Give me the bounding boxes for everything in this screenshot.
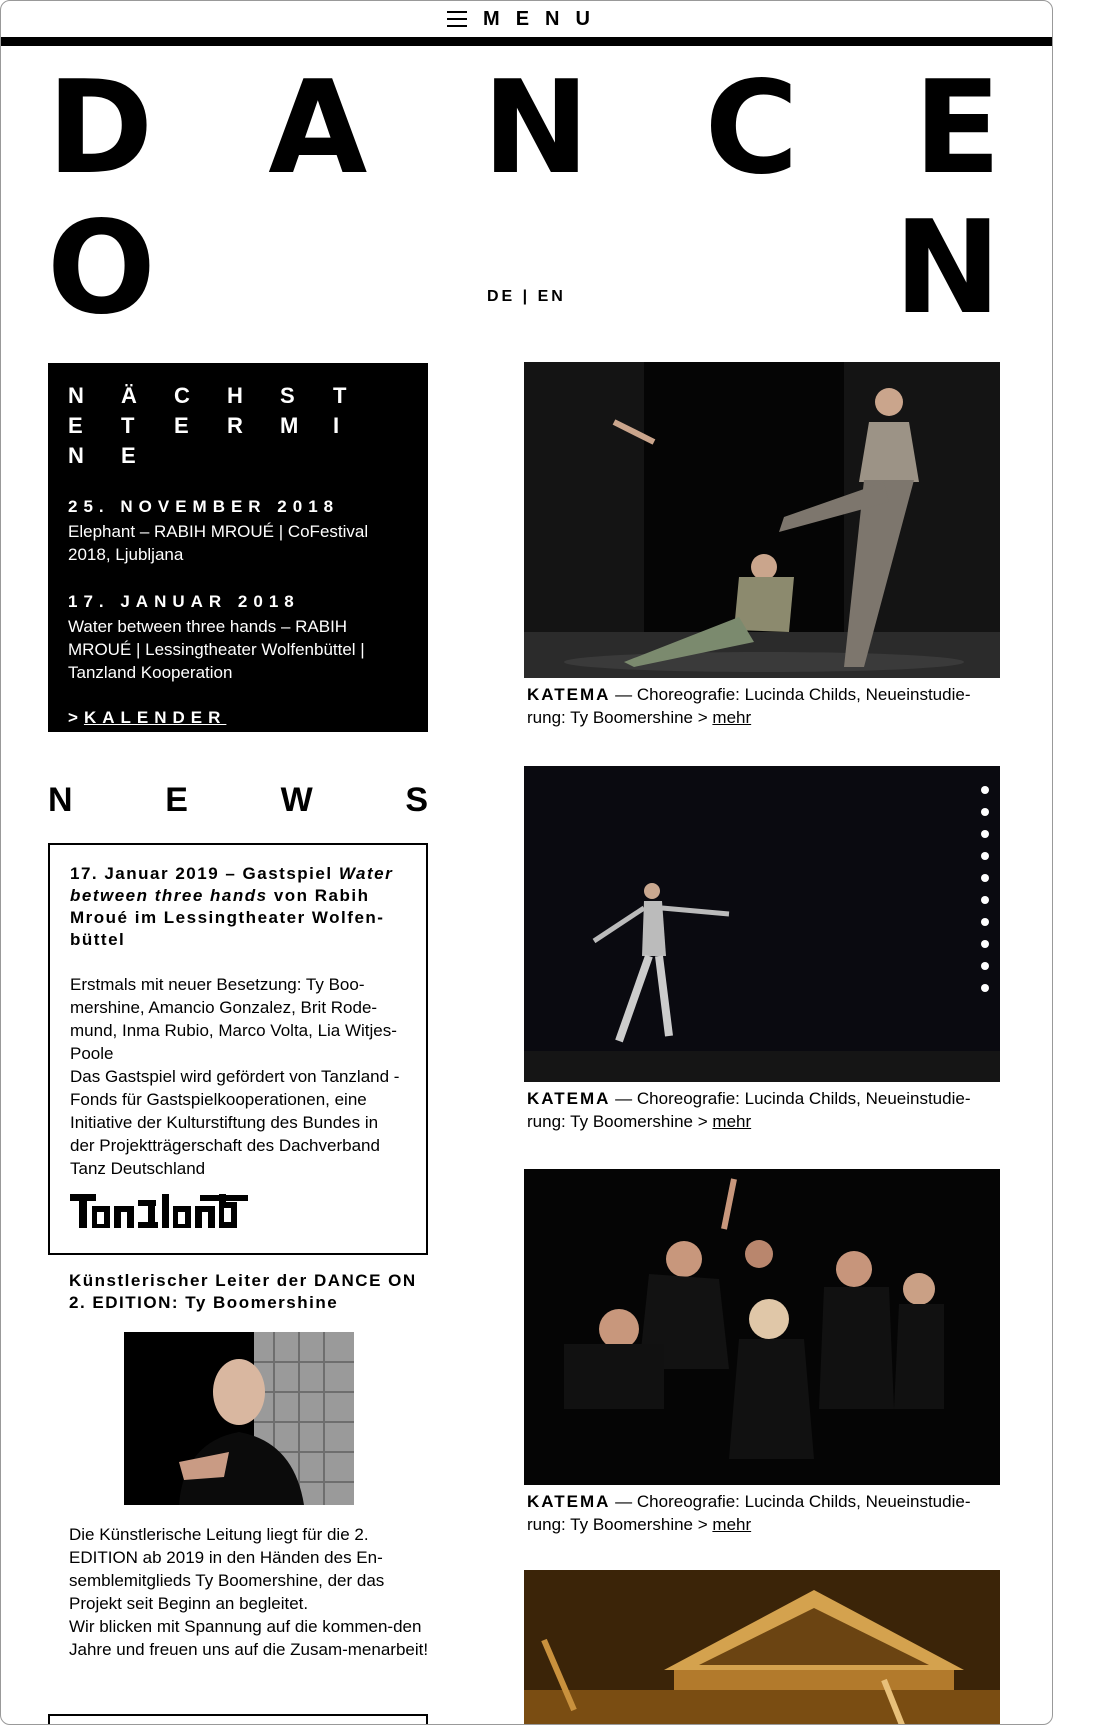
title-letter: M xyxy=(280,413,299,438)
title-letter: T xyxy=(121,413,135,438)
top-divider xyxy=(1,37,1052,46)
portrait-image xyxy=(124,1332,354,1505)
event-text: Elephant – RABIH MROUÉ | CoFestival 2018, Ljubljana xyxy=(68,522,369,564)
news-item-box xyxy=(48,843,428,1255)
title-letter: N xyxy=(68,383,84,408)
title-letter: S xyxy=(280,383,295,408)
performance-photo xyxy=(524,362,1000,678)
title-letter: D xyxy=(47,54,154,203)
calendar-link[interactable] xyxy=(68,708,408,728)
director-text xyxy=(69,1523,429,1661)
production-description: — Choreografie: Lucinda Childs, Neueinstudie-rung: Ty Boomershine xyxy=(527,685,971,727)
title-letter: E xyxy=(174,413,189,438)
event-text: Water between three hands – RABIH MROUÉ | Lessingtheater Wolfenbüttel | Tanzland Kooperation xyxy=(68,617,365,682)
performance-photo xyxy=(524,1570,1000,1725)
director-paragraph: Die Künstlerische Leitung liegt für die 2. EDITION ab 2019 in den Händen des En-semblemitglieds Ty Boomershine, der das Projekt seit Beginn an begleitet. xyxy=(69,1525,385,1613)
production-description: — Choreografie: Lucinda Childs, Neueinstudie-rung: Ty Boomershine xyxy=(527,1089,971,1131)
production-card[interactable] xyxy=(524,1570,1000,1725)
upcoming-dates-box xyxy=(48,363,428,732)
director-paragraph: Wir blicken mit Spannung auf die kommen-den Jahre und freuen uns auf die Zusam-menarbeit! xyxy=(69,1617,429,1659)
lang-en-link[interactable]: EN xyxy=(537,288,566,305)
title-letter: N xyxy=(48,781,73,819)
headline-text: 17. Januar 2019 – Gastspiel xyxy=(70,864,339,883)
title-letter: C xyxy=(704,54,799,203)
upcoming-dates-title xyxy=(68,381,408,471)
menu-label: MENU xyxy=(483,7,606,30)
production-caption xyxy=(524,683,1000,729)
arrow-right-icon: > xyxy=(697,1112,708,1131)
news-paragraph: Erstmals mit neuer Besetzung: Ty Boo-mershine, Amancio Gonzalez, Brit Rode-mund, Inma Rubio, Marco Volta, Lia Witjes-Poole xyxy=(70,975,397,1063)
language-switch xyxy=(487,288,566,306)
director-headline: Künstlerischer Leiter der DANCE ON 2. EDITION: Ty Boomershine xyxy=(69,1271,417,1312)
title-letter: E xyxy=(165,781,188,819)
production-card[interactable] xyxy=(524,766,1000,1133)
more-link[interactable]: mehr xyxy=(712,1112,752,1131)
performance-photo xyxy=(524,766,1000,1082)
title-letter: O xyxy=(47,194,156,343)
arrow-right-icon: > xyxy=(697,1515,708,1534)
news-body xyxy=(70,973,406,1180)
news-headline xyxy=(70,863,406,951)
menu-button[interactable] xyxy=(447,8,606,31)
site-title-row1 xyxy=(47,54,1001,203)
title-letter: R xyxy=(227,413,243,438)
title-letter: S xyxy=(405,781,428,819)
title-letter: T xyxy=(333,383,347,408)
title-letter: C xyxy=(174,383,190,408)
news-paragraph: Das Gastspiel wird gefördert von Tanzland - Fonds für Gastspielkooperationen, eine Initiative der Kulturstiftung des Bundes in der Projektträgerschaft des Dachverband Tanz Deutschland xyxy=(70,1067,400,1178)
headline-italic: Water between three hands xyxy=(70,864,394,905)
lang-de-link[interactable]: DE xyxy=(487,288,516,305)
production-title: KATEMA xyxy=(527,1089,611,1108)
more-link[interactable]: mehr xyxy=(712,1515,752,1534)
arrow-right-icon: > xyxy=(697,708,708,727)
event-date: 25. NOVEMBER 2018 xyxy=(68,497,340,516)
production-caption xyxy=(524,1490,1000,1536)
next-news-box xyxy=(48,1714,428,1725)
event-item xyxy=(68,497,408,566)
lang-separator: | xyxy=(515,288,538,305)
production-title: KATEMA xyxy=(527,1492,611,1511)
title-letter: A xyxy=(268,54,368,203)
production-card[interactable] xyxy=(524,362,1000,729)
tanzland-logo xyxy=(70,1192,250,1232)
title-letter: E xyxy=(913,54,1001,203)
headline-text: von Rabih Mroué im Lessingtheater Wolfen-büttel xyxy=(70,886,385,949)
title-letter: H xyxy=(227,383,243,408)
production-caption xyxy=(524,1087,1000,1133)
event-date: 17. JANUAR 2018 xyxy=(68,592,300,611)
hamburger-icon xyxy=(447,11,467,27)
more-link[interactable]: mehr xyxy=(712,708,752,727)
production-card[interactable] xyxy=(524,1169,1000,1536)
title-letter: Ä xyxy=(121,383,137,408)
production-title: KATEMA xyxy=(527,685,611,704)
title-letter: W xyxy=(280,781,313,819)
news-title xyxy=(48,781,428,820)
performance-photo xyxy=(524,1169,1000,1485)
title-letter: N xyxy=(68,443,84,468)
top-bar xyxy=(1,1,1052,37)
production-description: — Choreografie: Lucinda Childs, Neueinstudie-rung: Ty Boomershine xyxy=(527,1492,971,1534)
title-letter: E xyxy=(121,443,136,468)
arrow-right-icon: > xyxy=(68,708,84,727)
title-letter: E xyxy=(68,413,83,438)
title-letter: N xyxy=(893,194,1001,343)
title-letter: I xyxy=(333,413,340,438)
site-title-row2 xyxy=(47,194,1001,343)
title-letter: N xyxy=(482,54,590,203)
calendar-link-label: KALENDER xyxy=(83,708,227,727)
event-item xyxy=(68,592,408,684)
